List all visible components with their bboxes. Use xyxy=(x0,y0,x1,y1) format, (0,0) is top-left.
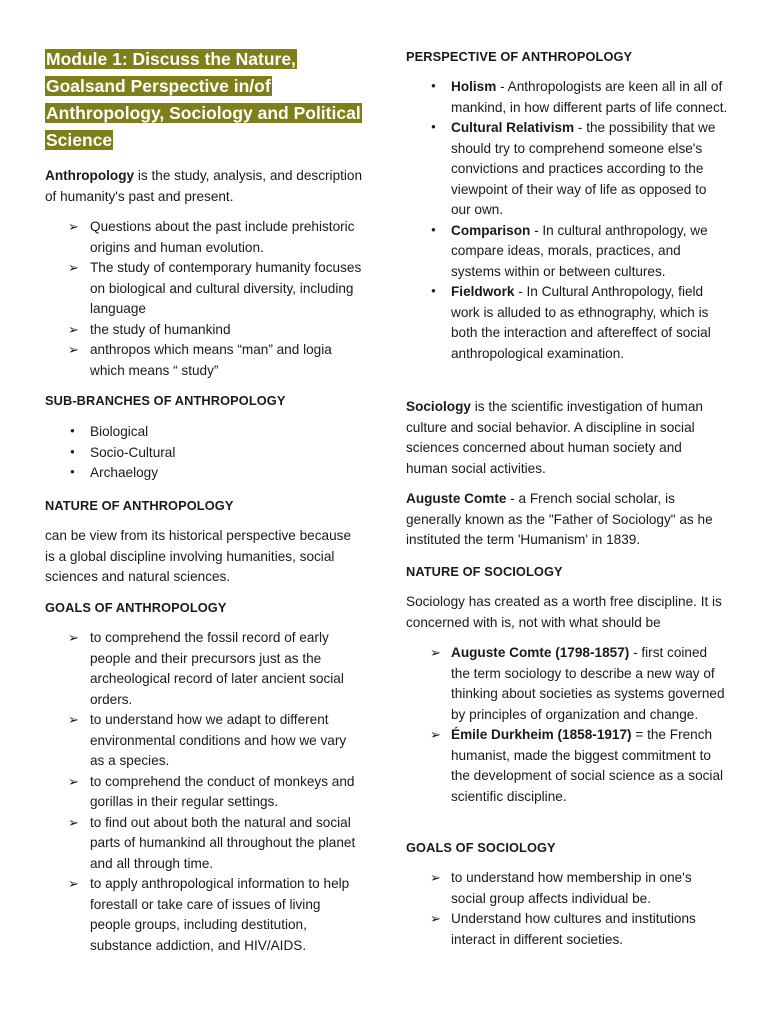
list-item: ➢ to find out about both the natural and social parts of humankind all throughout the planet and all through time. xyxy=(45,813,363,875)
sociology-goals-heading: GOALS OF SOCIOLOGY xyxy=(406,840,556,855)
comte-definition: Auguste Comte - a French social scholar, is generally known as the "Father of Sociology" as he instituted the term 'Humanism' in 1839. xyxy=(406,491,713,547)
list-item: ● Comparison - In cultural anthropology, we compare ideas, morals, practices, and systems within or between cultures. xyxy=(406,221,728,283)
list-item: ➢ to comprehend the fossil record of early people and their precursors just as the archeological record of later ancient social orders. xyxy=(45,628,363,710)
list-item: ➢ The study of contemporary humanity focuses on biological and cultural diversity, including language xyxy=(45,258,363,320)
sociology-definition: Sociology is the scientific investigation of human culture and social behavior. A discipline in social sciences concerned about human society and human social activities. xyxy=(406,399,703,476)
list-item: ● Holism - Anthropologists are keen all in all of mankind, in how different parts of life connect. xyxy=(406,77,728,118)
anthropology-goals-heading: GOALS OF ANTHROPOLOGY xyxy=(45,600,227,615)
list-item: ➢ anthropos which means “man” and logia which means “ study” xyxy=(45,340,363,381)
list-item: ➢ to comprehend the conduct of monkeys and gorillas in their regular settings. xyxy=(45,772,363,813)
anthropology-nature-heading: NATURE OF ANTHROPOLOGY xyxy=(45,498,234,513)
list-item: ● Fieldwork - In Cultural Anthropology, field work is alluded to as ethnography, which is both the interaction and aftereffect of social anthropological examination. xyxy=(406,282,728,364)
list-item: ➢ to understand how we adapt to different environmental conditions and how we vary as a species. xyxy=(45,710,363,772)
sociology-nature-heading: NATURE OF SOCIOLOGY xyxy=(406,564,563,579)
anthropology-goals-list xyxy=(45,628,363,956)
list-item: ➢ Understand how cultures and institutions interact in different societies. xyxy=(406,909,728,950)
anthropology-perspective-heading: PERSPECTIVE OF ANTHROPOLOGY xyxy=(406,49,633,64)
list-item: ➢ to understand how membership in one's social group affects individual be. xyxy=(406,868,728,909)
list-item: ➢ Auguste Comte (1798-1857) - first coined the term sociology to describe a new way of thinking about societies as systems governed by principles of organization and change. xyxy=(406,643,728,725)
anthropology-points-list xyxy=(45,217,363,381)
sociology-goals-list xyxy=(406,868,728,950)
list-item: ● Biological xyxy=(45,422,363,443)
subbranches-heading: SUB-BRANCHES OF ANTHROPOLOGY xyxy=(45,393,286,408)
anthropology-nature-text: can be view from its historical perspective because is a global discipline involving humanities, social sciences and natural sciences. xyxy=(45,528,351,584)
list-item: ➢ Questions about the past include prehistoric origins and human evolution. xyxy=(45,217,363,258)
list-item: ● Cultural Relativism - the possibility that we should try to comprehend someone else's convictions and practices according to the viewpoint of their way of life as opposed to our own. xyxy=(406,118,728,221)
list-item: ● Archaelogy xyxy=(45,463,363,484)
list-item: ➢ the study of humankind xyxy=(45,320,363,341)
list-item: ➢ to apply anthropological information to help forestall or take care of issues of living people groups, including destitution, substance addiction, and HIV/AIDS. xyxy=(45,874,363,956)
perspectives-list xyxy=(406,77,728,364)
list-item: ● Socio-Cultural xyxy=(45,443,363,464)
anthropology-definition: Anthropology is the study, analysis, and description of humanity's past and present. xyxy=(45,168,363,204)
sociology-figures-list xyxy=(406,643,728,807)
page-title: Module 1: Discuss the Nature, Goalsand Perspective in/of Anthropology, Sociology and Political Science xyxy=(46,49,361,150)
subbranches-list xyxy=(45,422,363,484)
list-item: ➢ Émile Durkheim (1858-1917) = the French humanist, made the biggest commitment to the development of social science as a social scientific discipline. xyxy=(406,725,728,807)
sociology-nature-text: Sociology has created as a worth free discipline. It is concerned with is, not with what should be xyxy=(406,594,722,630)
